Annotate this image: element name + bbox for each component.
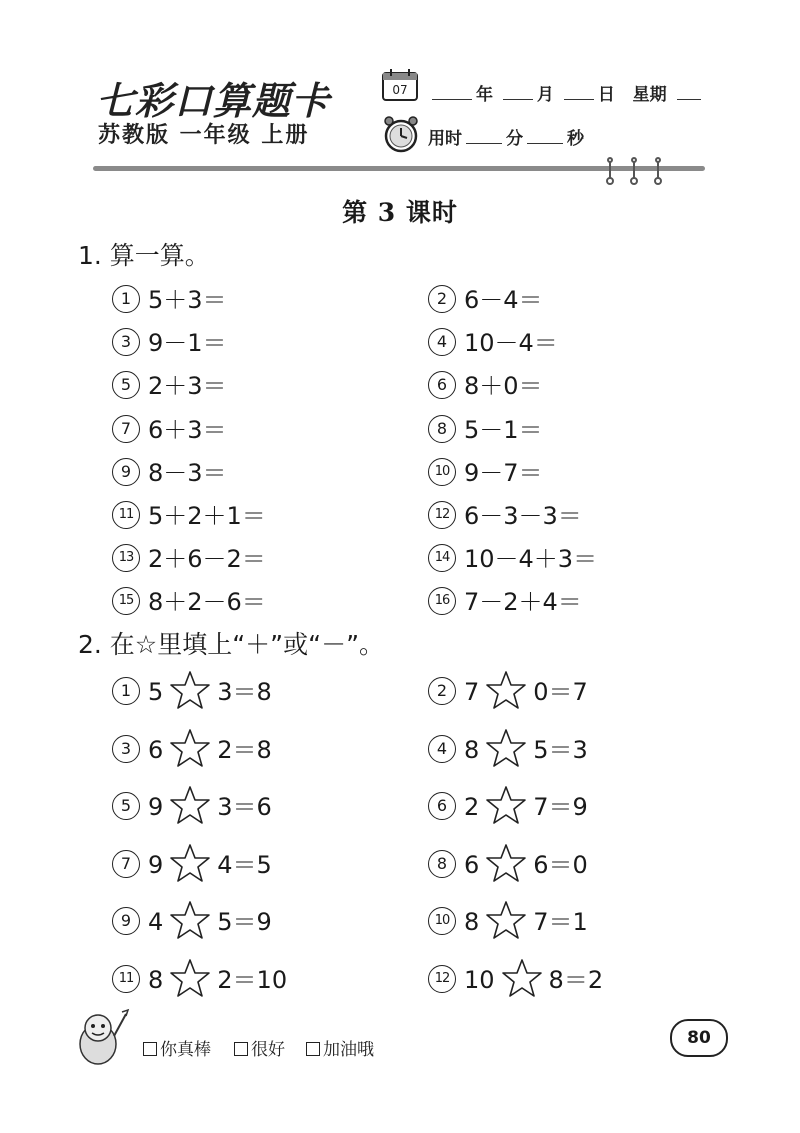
calc-problem [112, 323, 227, 358]
star-blank-icon[interactable] [169, 958, 211, 998]
problem-number: 2 [428, 285, 456, 313]
problem-expression: 5＋2＋1＝ [148, 502, 266, 530]
problem-number: 3 [112, 328, 140, 356]
left-operand: 8 [148, 965, 164, 994]
rating-option[interactable] [234, 1035, 285, 1060]
fill-sign-problem [112, 845, 272, 886]
fill-sign-problem [112, 960, 287, 1001]
right-expression: 4＝5 [217, 850, 272, 879]
minute-blank[interactable] [466, 129, 502, 144]
problem-number: 4 [428, 328, 456, 356]
calc-problem [112, 539, 266, 574]
star-blank-icon[interactable] [169, 785, 211, 825]
calc-problem [112, 410, 227, 445]
right-expression: 2＝10 [217, 965, 288, 994]
right-expression: 7＝9 [533, 793, 588, 821]
rating-option[interactable] [143, 1035, 211, 1060]
problem-expression: 8－3＝ [148, 458, 227, 487]
problem-expression: 7－2＋4＝ [464, 588, 582, 617]
calc-problem [428, 496, 582, 531]
calc-problem [428, 582, 582, 617]
problem-expression: 8＋0＝ [464, 372, 543, 401]
fill-sign-problem [428, 787, 588, 828]
problem-number: 9 [112, 907, 140, 935]
problem-expression: 5－1＝ [464, 415, 543, 444]
calc-problem [112, 280, 227, 315]
fill-sign-problem [112, 672, 272, 713]
star-blank-icon[interactable] [169, 843, 211, 883]
calendar-icon [381, 68, 419, 102]
star-blank-icon[interactable] [485, 843, 527, 883]
star-blank-icon[interactable] [169, 900, 211, 940]
problem-number: 6 [428, 792, 456, 820]
page-number-badge: 80 [670, 1019, 728, 1057]
problem-number: 13 [112, 544, 140, 572]
problem-number: 2 [428, 677, 456, 705]
problem-expression: 9－7＝ [464, 458, 543, 487]
problem-number: 6 [428, 371, 456, 399]
left-operand: 8 [464, 735, 480, 764]
fill-sign-problem [112, 902, 272, 943]
fill-sign-problem [428, 960, 603, 1001]
problem-number: 7 [112, 850, 140, 878]
lesson-title: 第 3 课时 [342, 198, 458, 227]
left-operand: 9 [148, 850, 164, 879]
weekday-label: 星期 [632, 85, 667, 105]
problem-number: 10 [428, 907, 456, 935]
problem-expression: 2＋6－2＝ [148, 545, 266, 574]
problem-expression: 9－1＝ [148, 329, 227, 358]
calc-problem [112, 496, 266, 531]
star-blank-icon[interactable] [485, 785, 527, 825]
right-expression: 6＝0 [533, 850, 588, 879]
calc-problem [428, 323, 558, 358]
problem-number: 14 [428, 544, 456, 572]
right-expression: 5＝3 [533, 735, 588, 764]
problem-number: 11 [112, 501, 140, 529]
left-operand: 6 [148, 735, 164, 764]
calc-problem [428, 366, 543, 401]
problem-expression: 6＋3＝ [148, 415, 227, 444]
year-label: 年 [476, 85, 493, 105]
problem-expression: 10－4＝ [464, 329, 558, 358]
problem-number: 12 [428, 965, 456, 993]
left-operand: 8 [464, 908, 480, 936]
checkbox[interactable] [306, 1042, 320, 1056]
binder-rings-icon [600, 156, 670, 186]
calc-problem [428, 453, 543, 488]
right-expression: 3＝6 [217, 793, 272, 821]
problem-expression: 6－4＝ [464, 286, 543, 314]
problem-number: 10 [428, 458, 456, 486]
right-expression: 2＝8 [217, 735, 272, 764]
star-blank-icon[interactable] [485, 670, 527, 710]
problem-number: 5 [112, 371, 140, 399]
rating-label: 加油哦 [323, 1040, 374, 1060]
section-1-title: 1. 算一算。 [78, 241, 210, 270]
problem-number: 8 [428, 850, 456, 878]
problem-number: 15 [112, 587, 140, 615]
time-used-label: 用时 [428, 129, 462, 149]
left-operand: 2 [464, 793, 480, 821]
fill-sign-problem [428, 902, 588, 943]
problem-number: 4 [428, 735, 456, 763]
calc-problem [428, 280, 543, 315]
star-blank-icon[interactable] [485, 728, 527, 768]
left-operand: 9 [148, 793, 164, 821]
minute-label: 分 [506, 129, 523, 149]
left-operand: 6 [464, 850, 480, 879]
right-expression: 5＝9 [217, 908, 272, 936]
fill-sign-problem [112, 730, 272, 771]
left-operand: 4 [148, 908, 164, 936]
brand-title: 七彩口算题卡 [96, 78, 331, 123]
time-line [428, 124, 584, 149]
problem-number: 1 [112, 285, 140, 313]
second-blank[interactable] [527, 129, 563, 144]
day-label: 日 [597, 85, 615, 105]
problem-expression: 8＋2－6＝ [148, 588, 266, 617]
year-blank[interactable] [432, 85, 472, 100]
left-operand: 7 [464, 678, 480, 706]
weekday-blank[interactable] [677, 85, 701, 100]
calc-problem [112, 366, 227, 401]
rating-option[interactable] [306, 1035, 374, 1060]
problem-number: 8 [428, 415, 456, 443]
left-operand: 5 [148, 678, 164, 706]
problem-number: 1 [112, 677, 140, 705]
calc-problem [112, 453, 227, 488]
day-blank[interactable] [564, 85, 594, 100]
rating-label: 你真棒 [160, 1040, 211, 1060]
star-blank-icon[interactable] [501, 958, 543, 998]
edition-label: 苏教版 一年级 上册 [98, 122, 310, 148]
second-label: 秒 [567, 129, 584, 149]
problem-number: 9 [112, 458, 140, 486]
problem-number: 7 [112, 415, 140, 443]
month-blank[interactable] [503, 85, 533, 100]
calc-problem [428, 410, 543, 445]
rating-label: 很好 [251, 1040, 285, 1060]
star-blank-icon[interactable] [169, 728, 211, 768]
right-expression: 8＝2 [548, 965, 604, 994]
problem-number: 12 [428, 501, 456, 529]
checkbox[interactable] [143, 1042, 157, 1056]
month-label: 月 [536, 85, 554, 105]
date-line [428, 80, 705, 105]
calc-problem [428, 539, 597, 574]
star-blank-icon[interactable] [485, 900, 527, 940]
mascot-icon [70, 1006, 132, 1070]
problem-number: 16 [428, 587, 456, 615]
fill-sign-problem [112, 787, 272, 828]
problem-expression: 5＋3＝ [148, 286, 227, 314]
problem-expression: 10－4＋3＝ [464, 545, 598, 574]
star-blank-icon[interactable] [169, 670, 211, 710]
problem-expression: 2＋3＝ [148, 372, 227, 401]
problem-expression: 6－3－3＝ [464, 502, 582, 530]
section-2-title: 2. 在☆里填上“＋”或“－”。 [78, 630, 385, 659]
fill-sign-problem [428, 845, 588, 886]
checkbox[interactable] [234, 1042, 248, 1056]
problem-number: 5 [112, 792, 140, 820]
right-expression: 7＝1 [533, 908, 588, 936]
left-operand: 10 [464, 965, 495, 994]
right-expression: 0＝7 [533, 678, 588, 706]
problem-number: 3 [112, 735, 140, 763]
fill-sign-problem [428, 672, 588, 713]
problem-number: 11 [112, 965, 140, 993]
fill-sign-problem [428, 730, 588, 771]
alarm-clock-icon [381, 114, 421, 154]
calendar-icon-text: 07 [392, 83, 408, 97]
calc-problem [112, 582, 266, 617]
right-expression: 3＝8 [217, 678, 272, 706]
